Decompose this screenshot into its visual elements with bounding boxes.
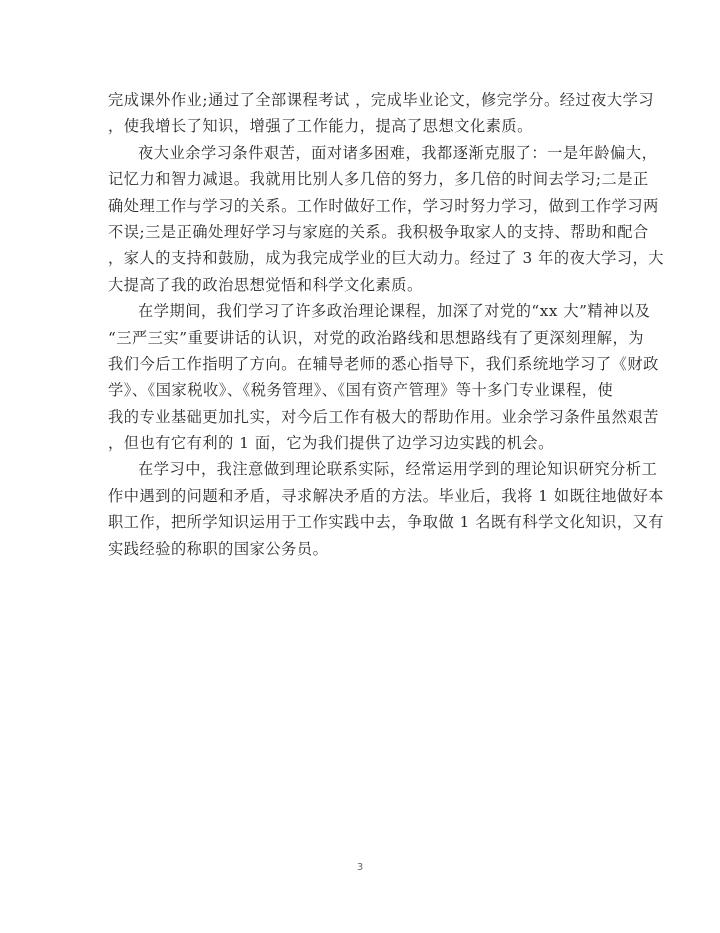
text-line: 职工作，把所学知识运用于工作实践中去，争取做 1 名既有科学文化知识，又有	[108, 513, 665, 532]
paragraph-start-line: 在学期间，我们学习了许多政治理论课程，加深了对党的“xx 大”精神以及	[138, 302, 651, 321]
text-line: 大提高了我的政治思想觉悟和科学文化素质。	[108, 275, 423, 294]
text-line: 我的专业基础更加扎实，对今后工作有极大的帮助作用。业余学习条件虽然艰苦	[108, 407, 659, 426]
text-line: 学》、《国家税收》、《税务管理》、《国有资产管理》等十多门专业课程，使	[108, 381, 614, 400]
text-line: 记忆力和智力减退。我就用比别人多几倍的努力，多几倍的时间去学习;二是正	[108, 170, 649, 189]
text-line: ，但也有它有利的 1 面，它为我们提供了边学习边实践的机会。	[108, 434, 554, 453]
text-line: 实践经验的称职的国家公务员。	[108, 539, 329, 558]
text-line: “三严三实”重要讲话的认识，对党的政治路线和思想路线有了更深刻理解，为	[108, 328, 644, 347]
text-line: 作中遇到的问题和矛盾，寻求解决矛盾的方法。毕业后，我将 1 如既往地做好本	[108, 486, 665, 505]
page-number: 3	[356, 862, 364, 873]
text-line: ，使我增长了知识，增强了工作能力，提高了思想文化素质。	[108, 117, 533, 136]
text-line: 我们今后工作指明了方向。在辅导老师的悉心指导下，我们系统地学习了《财政	[108, 354, 659, 373]
paragraph-start-line: 在学习中，我注意做到理论联系实际，经常运用学到的理论知识研究分析工	[138, 460, 658, 479]
text-line: 完成课外作业;通过了全部课程考试 ，完成毕业论文，修完学分。经过夜大学习	[108, 91, 655, 109]
text-line: 确处理工作与学习的关系。工作时做好工作，学习时努力学习，做到工作学习两	[108, 196, 659, 215]
text-line: 不误;三是正确处理好学习与家庭的关系。我积极争取家人的支持、帮助和配合	[108, 222, 649, 241]
paragraph-start-line: 夜大业余学习条件艰苦，面对诸多困难，我都逐渐克服了：一是年龄偏大，	[138, 143, 658, 162]
body-text	[108, 87, 665, 562]
text-line: ，家人的支持和鼓励，成为我完成学业的巨大动力。经过了 3 年的夜大学习，大	[108, 249, 665, 268]
